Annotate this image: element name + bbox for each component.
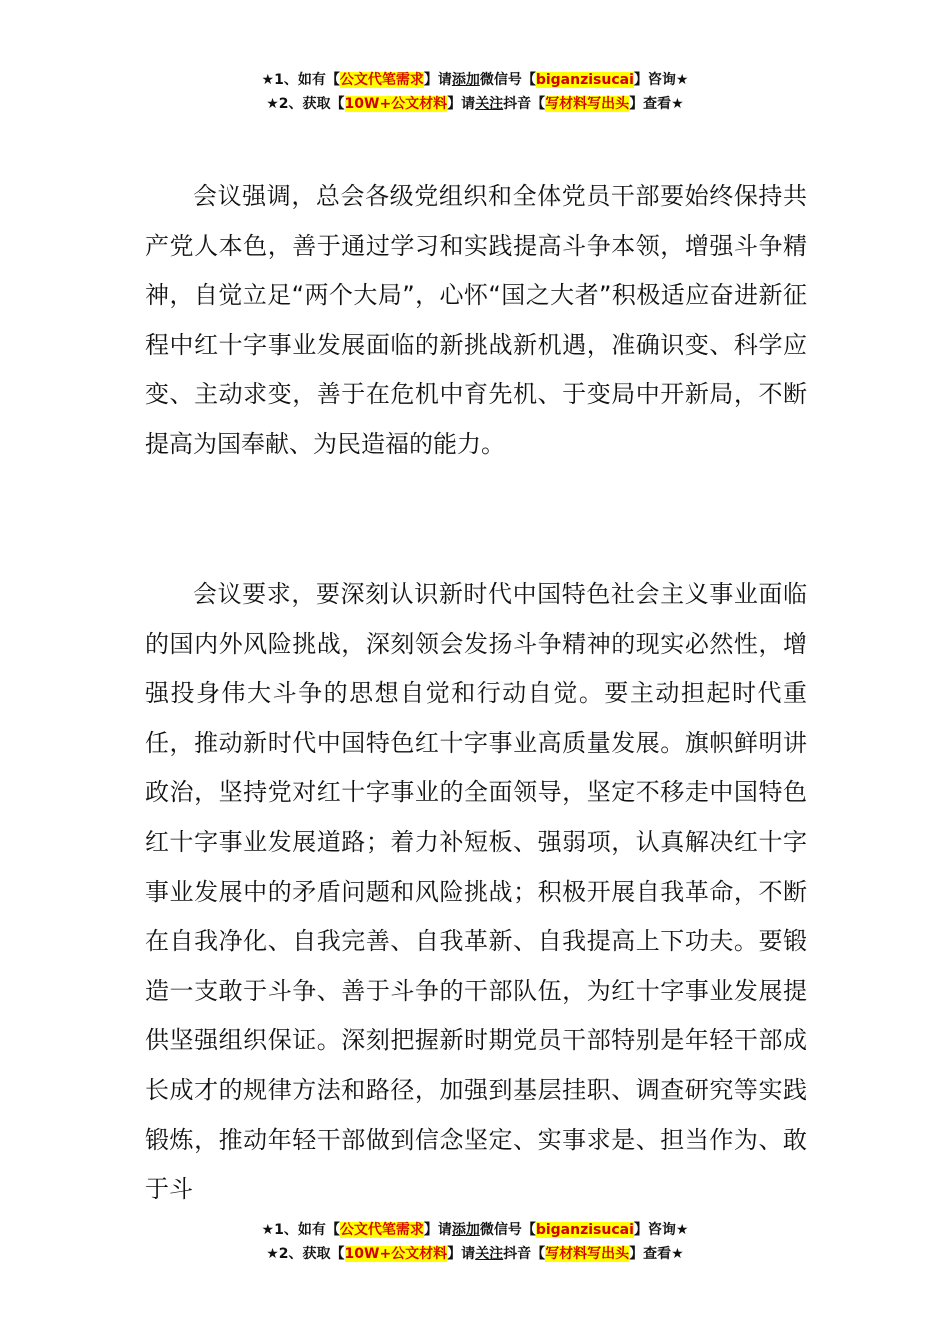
- footer-banner-line-1: [0, 1218, 950, 1242]
- footer-line-1-mid: 】请: [423, 1222, 452, 1238]
- footer-line-2-mid: 】请: [447, 1246, 476, 1262]
- banner-line-1: [0, 68, 950, 92]
- banner-line-1-mid2: 微信号【: [479, 72, 536, 88]
- footer-highlight-service: 公文代笔需求: [339, 1222, 424, 1238]
- banner-underlined-follow: 关注: [475, 96, 504, 112]
- header-banner: [0, 68, 950, 116]
- footer-line-1-prefix: ★1、如有【: [261, 1222, 340, 1238]
- footer-line-2-suffix: 】查看★: [629, 1246, 684, 1262]
- banner-line-2-mid2: 抖音【: [503, 96, 546, 112]
- paragraph-meeting-requirements: 会议要求，要深刻认识新时代中国特色社会主义事业面临的国内外风险挑战，深刻领会发扬斗争精神的现实必然性，增强投身伟大斗争的思想自觉和行动自觉。要主动担起时代重任，推动新时代中国特色红十字事业高质量发展。旗帜鲜明讲政治，坚持党对红十字事业的全面领导，坚定不移走中国特色红十字事业发展道路；着力补短板、强弱项，认真解决红十字事业发展中的矛盾问题和风险挑战；积极开展自我革命，不断在自我净化、自我完善、自我革新、自我提高上下功夫。要锻造一支敢于斗争、善于斗争的干部队伍，为红十字事业发展提供坚强组织保证。深刻把握新时期党员干部特别是年轻干部成长成才的规律方法和路径，加强到基层挂职、调查研究等实践锻炼，推动年轻干部做到信念坚定、实事求是、担当作为、敢于斗: [145, 580, 807, 1204]
- banner-highlight-materials: 10W+公文材料: [344, 96, 448, 112]
- banner-line-2-suffix: 】查看★: [629, 96, 684, 112]
- footer-line-1-suffix: 】咨询★: [633, 1222, 689, 1238]
- banner-line-2-mid: 】请: [447, 96, 476, 112]
- footer-underlined-add: 添加: [451, 1222, 480, 1238]
- footer-banner-line-2: [0, 1242, 950, 1266]
- footer-highlight-materials: 10W+公文材料: [344, 1246, 448, 1262]
- banner-line-1-mid: 】请: [423, 72, 452, 88]
- banner-line-1-suffix: 】咨询★: [633, 72, 689, 88]
- banner-line-2: [0, 92, 950, 116]
- footer-underlined-follow: 关注: [475, 1246, 504, 1262]
- banner-line-2-prefix: ★2、获取【: [266, 96, 345, 112]
- footer-line-2-mid2: 抖音【: [503, 1246, 546, 1262]
- paragraph-meeting-emphasis: 会议强调，总会各级党组织和全体党员干部要始终保持共产党人本色，善于通过学习和实践提高斗争本领，增强斗争精神，自觉立足“两个大局”，心怀“国之大者”积极适应奋进新征程中红十字事业发展面临的新挑战新机遇，准确识变、科学应变、主动求变，善于在危机中育先机、于变局中开新局，不断提高为国奉献、为民造福的能力。: [145, 182, 807, 458]
- banner-highlight-wechat-id: biganzisucai: [535, 72, 634, 88]
- banner-underlined-add: 添加: [451, 72, 480, 88]
- footer-highlight-wechat-id: biganzisucai: [535, 1222, 634, 1238]
- banner-highlight-service: 公文代笔需求: [339, 72, 424, 88]
- banner-highlight-douyin-account: 写材料写出头: [545, 96, 630, 112]
- footer-highlight-douyin-account: 写材料写出头: [545, 1246, 630, 1262]
- banner-line-1-prefix: ★1、如有【: [261, 72, 340, 88]
- footer-banner: [0, 1218, 950, 1266]
- footer-line-1-mid2: 微信号【: [479, 1222, 536, 1238]
- footer-line-2-prefix: ★2、获取【: [266, 1246, 345, 1262]
